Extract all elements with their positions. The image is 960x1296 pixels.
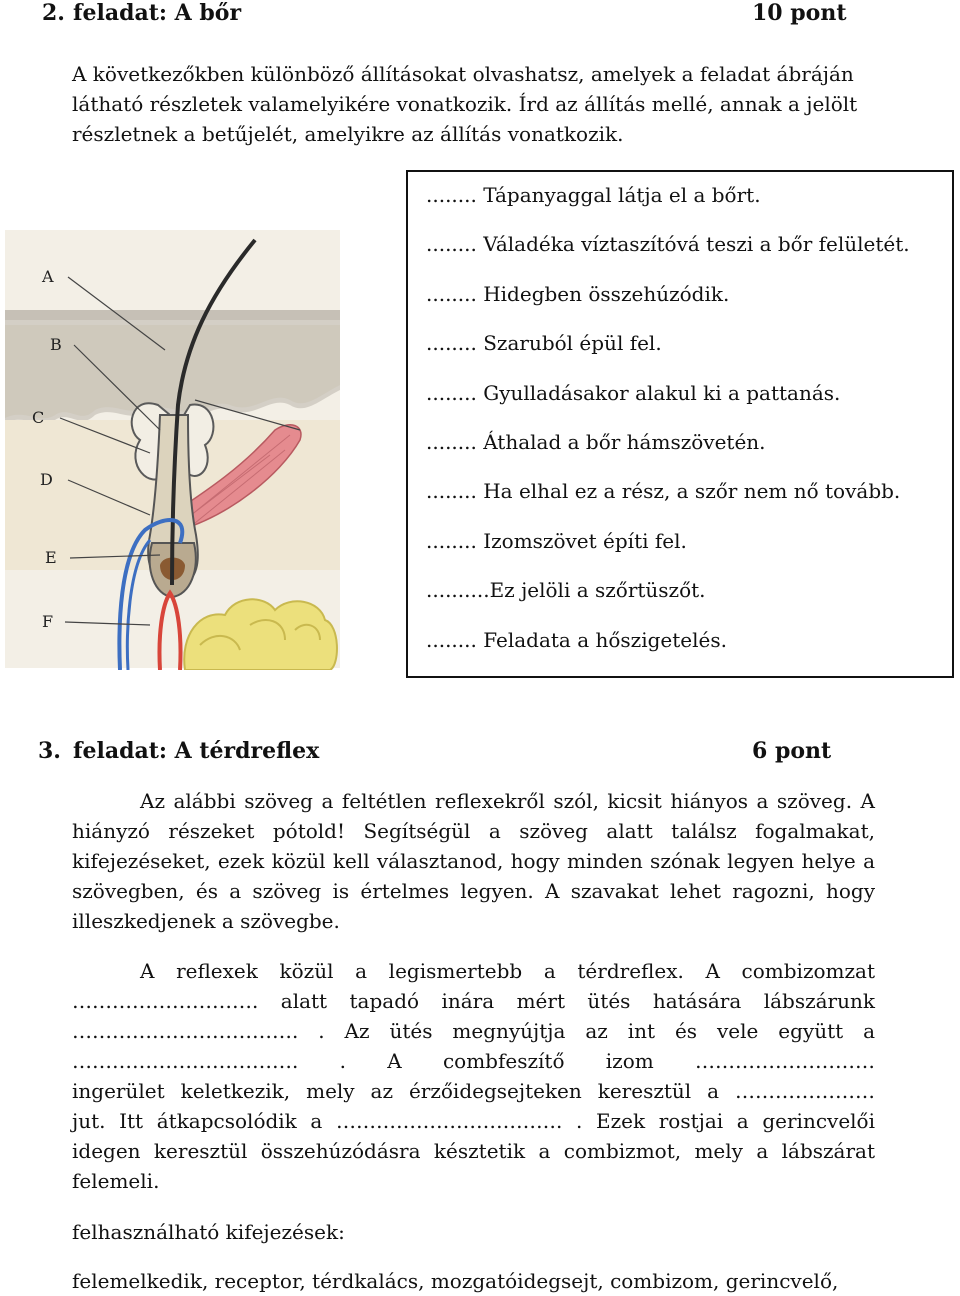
task2-instructions [72, 59, 862, 149]
cloze-line[interactable]: ……………………………. . A combfeszítő izom ……………………… [72, 1049, 875, 1073]
statement-list [426, 180, 910, 674]
statement-item[interactable]: ........ Hidegben összehúzódik. [426, 281, 730, 306]
statement-item[interactable]: ........ Gyulladásakor alakul ki a pattanás. [426, 380, 841, 405]
task2-title: feladat: A bőr [73, 0, 242, 26]
skin-diagram [0, 225, 345, 670]
task3-title: feladat: A térdreflex [73, 738, 320, 764]
cloze-line: idegen keresztül összehúzódásra késztetik a combizmot, mely a lábszárat [72, 1139, 875, 1163]
statement-item[interactable]: ........ Szaruból épül fel. [426, 331, 662, 356]
intro-line: Az alábbi szöveg a feltétlen reflexekről szól, kicsit hiányos a szöveg. A [140, 789, 875, 813]
intro-line: hiányzó részeket pótold! Segítségül a szöveg alatt találsz fogalmakat, [72, 819, 875, 843]
terms-list: felemelkedik, receptor, térdkalács, mozgatóidegsejt, combizom, gerincvelő, [72, 1269, 839, 1293]
diagram-label-c: C [32, 408, 45, 427]
cloze-line[interactable]: ………………………. alatt tapadó inára mért ütés hatására lábszárunk [72, 989, 875, 1013]
diagram-label-e: E [45, 548, 57, 567]
diagram-label-d: D [40, 470, 53, 489]
statement-item[interactable]: ........ Ha elhal ez a rész, a szőr nem nő tovább. [426, 479, 901, 504]
statement-item[interactable]: ........ Izomszövet építi fel. [426, 528, 687, 553]
diagram-label-f: F [42, 612, 54, 631]
diagram-label-b: B [50, 335, 62, 354]
diagram-label-a: A [42, 267, 54, 286]
statement-item[interactable]: ..........Ez jelöli a szőrtüszőt. [426, 578, 706, 603]
cloze-line[interactable]: jut. Itt átkapcsolódik a ……………………………. . Ezek rostjai a gerincvelői [72, 1109, 875, 1133]
instruction-line: A következőkben különböző állításokat olvashatsz, amelyek a feladat ábráján [72, 62, 854, 86]
skin-cross-section-illustration [0, 225, 345, 670]
statement-item[interactable]: ........ Váladéka víztaszítóvá teszi a bőr felületét. [426, 232, 910, 257]
statement-item[interactable]: ........ Áthalad a bőr hámszövetén. [426, 429, 766, 454]
cloze-line: felemeli. [72, 1169, 160, 1193]
terms-label: felhasználható kifejezések: [72, 1220, 345, 1244]
task3-intro [72, 786, 875, 936]
cloze-line: A reflexek közül a legismertebb a térdreflex. A combizomzat [140, 959, 875, 983]
task3-cloze-text [72, 956, 875, 1196]
cloze-line[interactable]: ingerület keletkezik, mely az érzőidegsejteken keresztül a ………………… [72, 1079, 875, 1103]
task3-points: 6 pont [752, 738, 832, 764]
intro-line: kifejezéseket, ezek közül kell választanod, hogy minden szónak legyen helye a [72, 849, 875, 873]
task3-number: 3. [38, 738, 61, 764]
statement-box [406, 170, 954, 678]
statement-item[interactable]: ........ Tápanyaggal látja el a bőrt. [426, 183, 761, 207]
intro-line: szövegben, és a szöveg is értelmes legyen. A szavakat lehet ragozni, hogy [72, 879, 875, 903]
instruction-line: részletnek a betűjelét, amelyikre az állítás vonatkozik. [72, 122, 624, 146]
statement-item[interactable]: ........ Feladata a hőszigetelés. [426, 627, 727, 652]
task2-number: 2. [42, 0, 65, 26]
cloze-line[interactable]: ……………………………. . Az ütés megnyújtja az int és vele együtt a [72, 1019, 875, 1043]
instruction-line: látható részletek valamelyikére vonatkozik. Írd az állítás mellé, annak a jelölt [72, 92, 858, 116]
task2-points: 10 pont [752, 0, 847, 26]
intro-line: illeszkedjenek a szövegbe. [72, 909, 340, 933]
